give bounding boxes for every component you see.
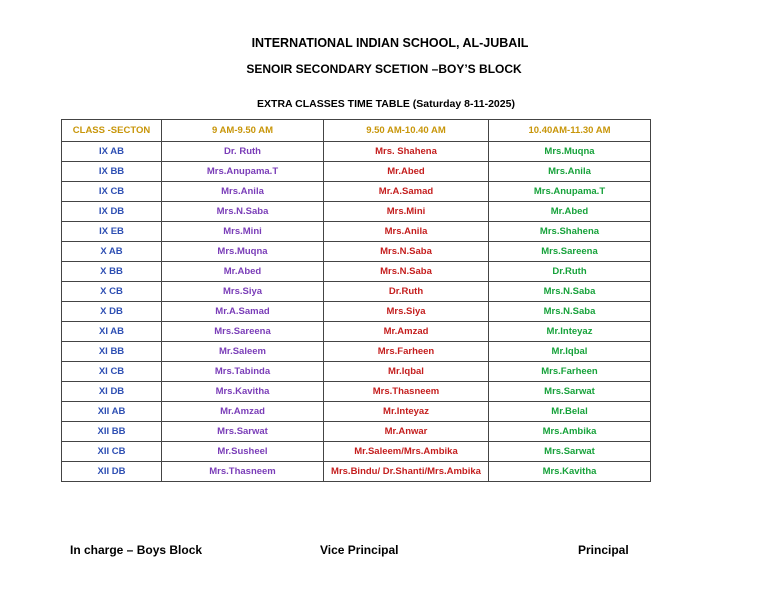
table-row [62,222,651,242]
teacher-cell: Mr.Abed [162,262,324,282]
table-row [62,162,651,182]
teacher-cell: Mrs.Sarwat [489,382,651,402]
teacher-cell: Mr.Saleem [162,342,324,362]
teacher-cell: Mr.Belal [489,402,651,422]
vice-principal-signature-label: Vice Principal [320,543,399,557]
incharge-signature-label: In charge – Boys Block [70,543,203,557]
teacher-cell: Mr.A.Samad [162,302,324,322]
table-row [62,382,651,402]
teacher-cell: Mrs.Farheen [489,362,651,382]
teacher-cell: Mrs.Anupama.T [489,182,651,202]
teacher-cell: Mrs.Thasneem [162,462,324,482]
class-section-cell: XI CB [62,362,162,382]
teacher-cell: Dr.Ruth [489,262,651,282]
table-row [62,202,651,222]
teacher-cell: Mrs.N.Saba [324,242,489,262]
teacher-cell: Mrs.Tabinda [162,362,324,382]
class-section-cell: X DB [62,302,162,322]
section-title: SENOIR SECONDARY SCETION –BOY’S BLOCK [246,62,522,76]
table-row [62,402,651,422]
teacher-cell: Mr.Amzad [324,322,489,342]
teacher-cell: Mrs.Thasneem [324,382,489,402]
teacher-cell: Mrs.Farheen [324,342,489,362]
teacher-cell: Mr.Inteyaz [489,322,651,342]
teacher-cell: Mrs.Anupama.T [162,162,324,182]
teacher-cell: Dr. Ruth [162,142,324,162]
teacher-cell: Mr.Anwar [324,422,489,442]
teacher-cell: Mrs.Siya [324,302,489,322]
class-section-cell: IX EB [62,222,162,242]
table-row [62,282,651,302]
table-row [62,422,651,442]
class-section-cell: X BB [62,262,162,282]
class-section-cell: XII DB [62,462,162,482]
teacher-cell: Mr.Abed [489,202,651,222]
teacher-cell: Mr.Inteyaz [324,402,489,422]
teacher-cell: Mrs.Kavitha [162,382,324,402]
table-row [62,442,651,462]
timetable [61,119,651,482]
teacher-cell: Mr.Susheel [162,442,324,462]
teacher-cell: Mrs.N.Saba [489,302,651,322]
teacher-cell: Mrs.Muqna [489,142,651,162]
column-header: CLASS -SECTON [62,120,162,142]
column-header: 9.50 AM-10.40 AM [324,120,489,142]
teacher-cell: Mrs.Anila [162,182,324,202]
teacher-cell: Mrs.Sareena [489,242,651,262]
class-section-cell: XII BB [62,422,162,442]
table-row [62,342,651,362]
class-section-cell: IX DB [62,202,162,222]
teacher-cell: Mr.A.Samad [324,182,489,202]
teacher-cell: Mrs.Muqna [162,242,324,262]
table-row [62,182,651,202]
timetable-title: EXTRA CLASSES TIME TABLE (Saturday 8-11-2025) [257,98,515,110]
class-section-cell: IX CB [62,182,162,202]
column-header: 9 AM-9.50 AM [162,120,324,142]
teacher-cell: Mrs.Sarwat [162,422,324,442]
teacher-cell: Mrs.N.Saba [324,262,489,282]
teacher-cell: Mr.Iqbal [324,362,489,382]
teacher-cell: Mrs.Anila [489,162,651,182]
school-name: INTERNATIONAL INDIAN SCHOOL, AL-JUBAIL [251,36,529,50]
teacher-cell: Mrs.Mini [162,222,324,242]
teacher-cell: Mrs.Mini [324,202,489,222]
header-row [62,120,651,142]
teacher-cell: Mrs.N.Saba [162,202,324,222]
class-section-cell: X AB [62,242,162,262]
teacher-cell: Mr.Saleem/Mrs.Ambika [324,442,489,462]
table-row [62,242,651,262]
teacher-cell: Dr.Ruth [324,282,489,302]
class-section-cell: IX AB [62,142,162,162]
table-row [62,262,651,282]
teacher-cell: Mrs.Shahena [489,222,651,242]
table-row [62,322,651,342]
teacher-cell: Mrs. Shahena [324,142,489,162]
table-row [62,302,651,322]
teacher-cell: Mrs.Bindu/ Dr.Shanti/Mrs.Ambika [324,462,489,482]
class-section-cell: X CB [62,282,162,302]
teacher-cell: Mr.Abed [324,162,489,182]
teacher-cell: Mrs.Sarwat [489,442,651,462]
class-section-cell: XI DB [62,382,162,402]
teacher-cell: Mrs.Sareena [162,322,324,342]
principal-signature-label: Principal [578,543,629,557]
table-row [62,142,651,162]
teacher-cell: Mr.Amzad [162,402,324,422]
table-row [62,462,651,482]
table-row [62,362,651,382]
timetable-body [62,142,651,482]
column-header: 10.40AM-11.30 AM [489,120,651,142]
class-section-cell: XI BB [62,342,162,362]
class-section-cell: XII CB [62,442,162,462]
class-section-cell: XII AB [62,402,162,422]
teacher-cell: Mrs.Kavitha [489,462,651,482]
teacher-cell: Mrs.Ambika [489,422,651,442]
teacher-cell: Mrs.Siya [162,282,324,302]
teacher-cell: Mrs.N.Saba [489,282,651,302]
teacher-cell: Mr.Iqbal [489,342,651,362]
class-section-cell: IX BB [62,162,162,182]
teacher-cell: Mrs.Anila [324,222,489,242]
class-section-cell: XI AB [62,322,162,342]
